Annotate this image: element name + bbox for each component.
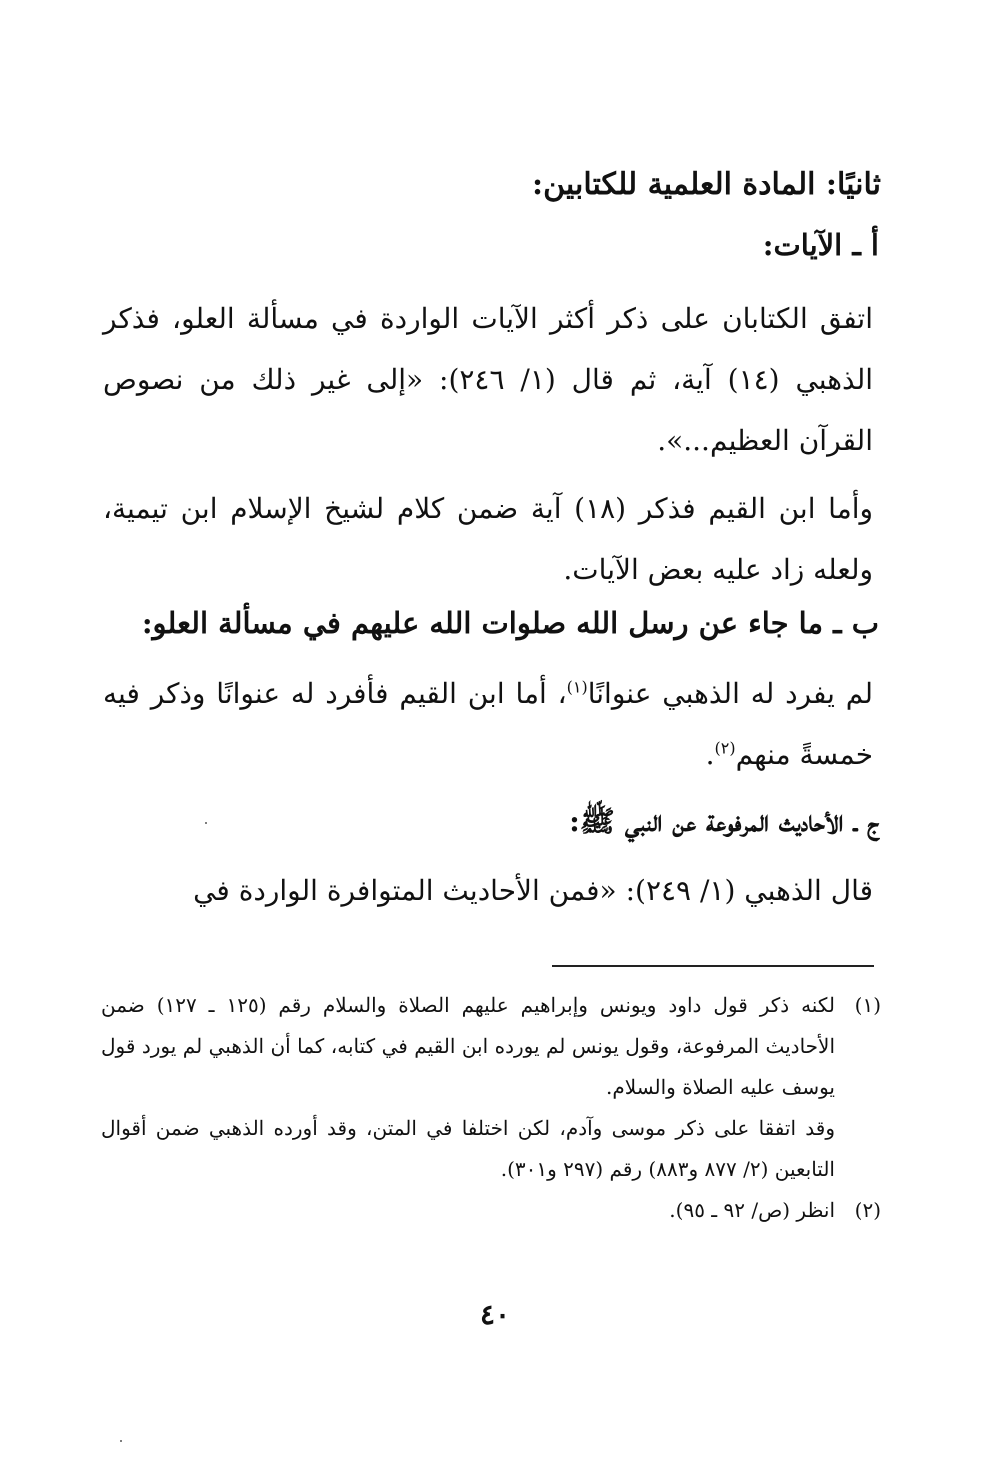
paragraph-verses-1: اتفق الكتابان على ذكر أكثر الآيات الواردة في مسألة العلو، فذكر الذهبي (١٤) آية، ثم قال (١/ ٢٤٦): «إلى غير ذلك من نصوص القرآن العظيم...».: [103, 302, 874, 457]
scan-speck: [120, 1440, 122, 1442]
footnote-ref-2[interactable]: (٢): [714, 738, 736, 758]
paragraph-messengers-end: .: [705, 738, 715, 771]
footnote-number-1: (١): [854, 993, 881, 1017]
paragraph-verses-2: وأما ابن القيم فذكر (١٨) آية ضمن كلام لشيخ الإسلام ابن تيمية، ولعله زاد عليه بعض الآيات.: [103, 492, 873, 586]
footnotes: [101, 985, 881, 1231]
section-heading: ثانيًا: المادة العلمية للكتابين:: [532, 167, 881, 202]
footnote-separator: [552, 965, 874, 967]
paragraph-hadiths: قال الذهبي (١/ ٢٤٩): «فمن الأحاديث المتوافرة الواردة في: [193, 874, 873, 907]
footnote-number-2: (٢): [854, 1198, 881, 1222]
paragraph-messengers-mid: ، أما ابن القيم فأفرد له عنوانًا وذكر فيه خمسةً منهم: [103, 677, 873, 771]
footnote-1-continuation: وقد اتفقا على ذكر موسى وآدم، لكن اختلفا في المتن، وقد أورده الذهبي ضمن أقوال التابعين (٢/ ٨٧٧ و٨٨٣) رقم (٢٩٧ و٣٠١).: [101, 1116, 835, 1181]
footnote-2: [101, 1190, 881, 1231]
paragraph-messengers: [103, 663, 873, 785]
footnote-text-2: انظر (ص/ ٩٢ ـ ٩٥).: [669, 1198, 835, 1222]
subheading-verses: أ ـ الآيات:: [762, 228, 879, 262]
subheading-messengers: ب ـ ما جاء عن رسل الله صلوات الله عليهم في مسألة العلو:: [141, 606, 879, 640]
footnote-ref-1[interactable]: (١): [566, 677, 588, 697]
footnote-text-1: لكنه ذكر قول داود ويونس وإبراهيم عليهم الصلاة والسلام رقم (١٢٥ ـ ١٢٧) ضمن الأحاديث المرفوعة، وقول يونس لم يورده ابن القيم في كتابه، كما أن الذهبي لم يورد قول يوسف عليه الصلاة والسلام.: [101, 993, 835, 1099]
footnote-1: [101, 985, 881, 1108]
page-number: ٤٠: [479, 1298, 511, 1331]
subheading-hadiths: ج ـ الأحاديث المرفوعة عن النبي ﷺ:: [569, 804, 879, 838]
scan-speck: [205, 822, 207, 824]
paragraph-messengers-start: لم يفرد له الذهبي عنوانًا: [587, 677, 873, 710]
